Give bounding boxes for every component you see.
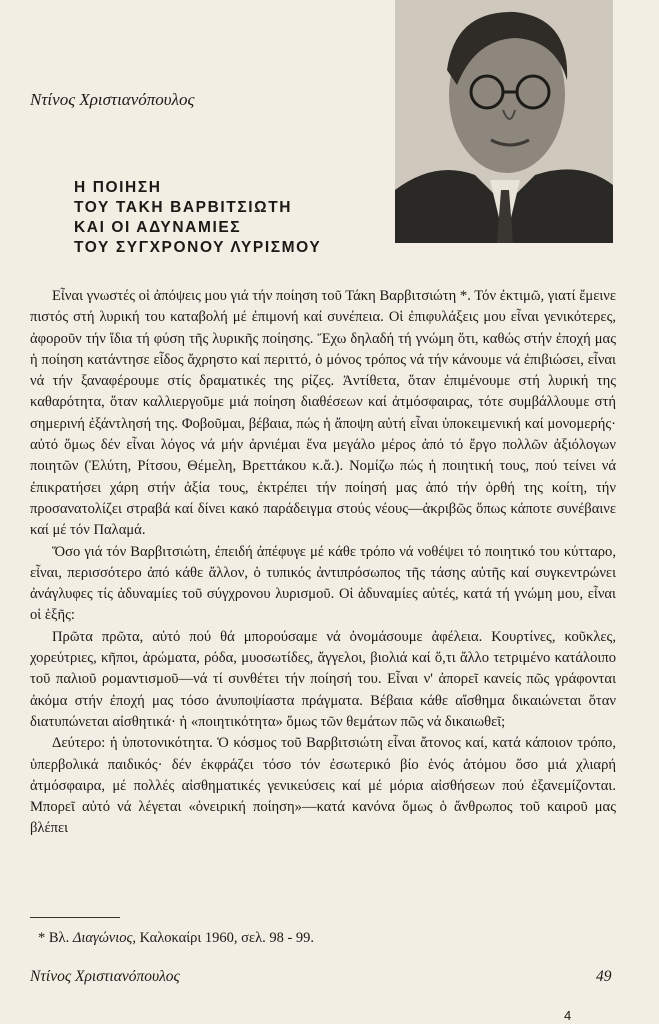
author-name: Ντίνος Χριστιανόπουλος xyxy=(30,90,195,109)
footnote-source: Διαγώνιος, xyxy=(72,930,137,946)
author-portrait xyxy=(395,0,613,243)
paragraph: Ὅσο γιά τόν Βαρβιτσιώτη, ἐπειδή ἀπέφυγε μέ κάθε τρόπο νά νοθέψει τό ποιητικό του κύτταρο, εἶναι, περισσότερο ἀπό κάθε ἄλλον, ὁ τυπικός ἀντιπρόσωπος τῆς τάσης αὐτῆς καί συγκεντρώνει ἀνάγλυφες τίς ἀδυναμίες τοῦ σύγχρονου λυρισμοῦ. Οἱ ἀδυναμίες αὐτές, κατά τή γνώμη μου, εἶναι οἱ ἑξῆς: xyxy=(30,543,616,624)
corner-number: 4 xyxy=(564,1008,572,1023)
title-line: Η ΠΟΙΗΣΗ xyxy=(74,179,162,196)
footnote xyxy=(38,930,314,947)
footnote-divider xyxy=(30,917,120,918)
title-line: ΚΑΙ ΟΙ ΑΔΥΝΑΜΙΕΣ xyxy=(74,219,242,236)
footer-author: Ντίνος Χριστιανόπουλος xyxy=(30,968,180,985)
title-line: ΤΟΥ ΤΑΚΗ ΒΑΡΒΙΤΣΙΩΤΗ xyxy=(74,199,293,216)
paragraph: Πρῶτα πρῶτα, αὐτό πού θά μπορούσαμε νά ὀνομάσουμε ἀφέλεια. Κουρτίνες, κοῦκλες, χορεύτριες, κῆποι, ἀρώματα, ρόδα, μυοσωτίδες, ἄγγελοι, βιολιά καί ὅ,τι ἄλλο τετριμένο κατάλοιπο τοῦ παλιοῦ ρομαντισμοῦ—νά τί συνθέτει τήν ποίησή του. Εἶναι ν' ἀπορεῖ κανείς πῶς γράφονται ἀκόμα στήν ἐποχή μας τόσο ἀνυποψίαστα πράγματα. Βέβαια κάθε αἴσθημα δικαιώνεται ὅταν διατυπώνεται αἰσθητικά· ἡ «ποιητικότητα» ὅμως τῶν θεμάτων πῶς νά δικαιωθεῖ; xyxy=(30,628,616,730)
footnote-details: Καλοκαίρι 1960, σελ. 98 - 99. xyxy=(139,930,315,946)
portrait-image xyxy=(395,0,613,243)
paragraph: Δεύτερο: ἡ ὑποτονικότητα. Ὁ κόσμος τοῦ Βαρβιτσιώτη εἶναι ἄτονος καί, κατά κάποιον τρόπο, ὑπερβολικά παιδικός· δέν ἐκφράζει τόσο τόν ἐσωτερικό βίο ἑνός ἀτόμου ὅσο μιά χλιαρή ἀτμόσφαιρα, μέ πολλές αἰσθηματικές γενικεύσεις καί μέ μόρια αἰσθήσεων πού ἐξανεμίζονται. Μπορεῖ αὐτό νά λέγεται «ὀνειρική ποίηση»—κατά κανόνα ὅμως ὁ ἄνθρωπος τοῦ καιροῦ μας βλέπει xyxy=(30,735,616,837)
footnote-mark: * Βλ. xyxy=(38,930,70,946)
paragraph: Εἶναι γνωστές οἱ ἀπόψεις μου γιά τήν ποίηση τοῦ Τάκη Βαρβιτσιώτη *. Τόν ἐκτιμῶ, γιατί ἔμεινε πιστός στή λυρική του καταβολή μέ ἐπιμονή καί συνέπεια. Οἱ ἐπιφυλάξεις μου εἶναι γενικότερες, ἀφοροῦν τήν ἴδια τή φύση τῆς λυρικῆς ποίησης. Ἔχω δηλαδή τή γνώμη ὅτι, καθώς στήν ἐποχή μας ἡ ποίηση κατάντησε εἶδος ἄχρηστο καί περιττό, ὁ μόνος τρόπος νά τήν κάνουμε νά ἐπιβιώσει, εἶναι νά τήν ξαναφέρουμε στίς δραματικές της ρίζες. Ἀντίθετα, ὅταν ἐπιμένουμε στή λυρική της καθαρότητα, ὅταν καλλιεργοῦμε μιά ποίηση διαθέσεων καί ἀτμόσφαιρας, τότε συμβάλλουμε στή σημερινή ἐξάντλησή της. Φοβοῦμαι, βέβαια, πώς ἡ ἄποψη αὐτή εἶναι ὑποκειμενική καί μονομερής· αὐτό ὅμως δέν εἶναι λόγος νά μήν ἀρνιέμαι ἕνα μεγάλο μέρος ἀπό τό ἔργο πολλῶν ἀξιόλογων ποιητῶν (Ἐλύτη, Ρίτσου, Θέμελη, Βρεττάκου κ.ἄ.). Νομίζω πώς ἡ ποιητική τους, πού τείνει νά ἐπικρατήσει χάρη στήν ἀξία τους, ἐκτρέπει τήν ποίησή μας ἀπό τήν ὀρθή της κοίτη, τήν προσανατολίζει στραβά καί δίνει κακό παράδειγμα στούς νέους—ἀκριβῶς ὅπως κάποτε συνέβαινε καί μέ τόν Παλαμά. xyxy=(30,288,616,539)
article-title xyxy=(74,178,321,258)
article-body xyxy=(30,286,616,840)
page-number: 49 xyxy=(596,968,612,985)
title-line: ΤΟΥ ΣΥΓΧΡΟΝΟΥ ΛΥΡΙΣΜΟΥ xyxy=(74,239,322,256)
